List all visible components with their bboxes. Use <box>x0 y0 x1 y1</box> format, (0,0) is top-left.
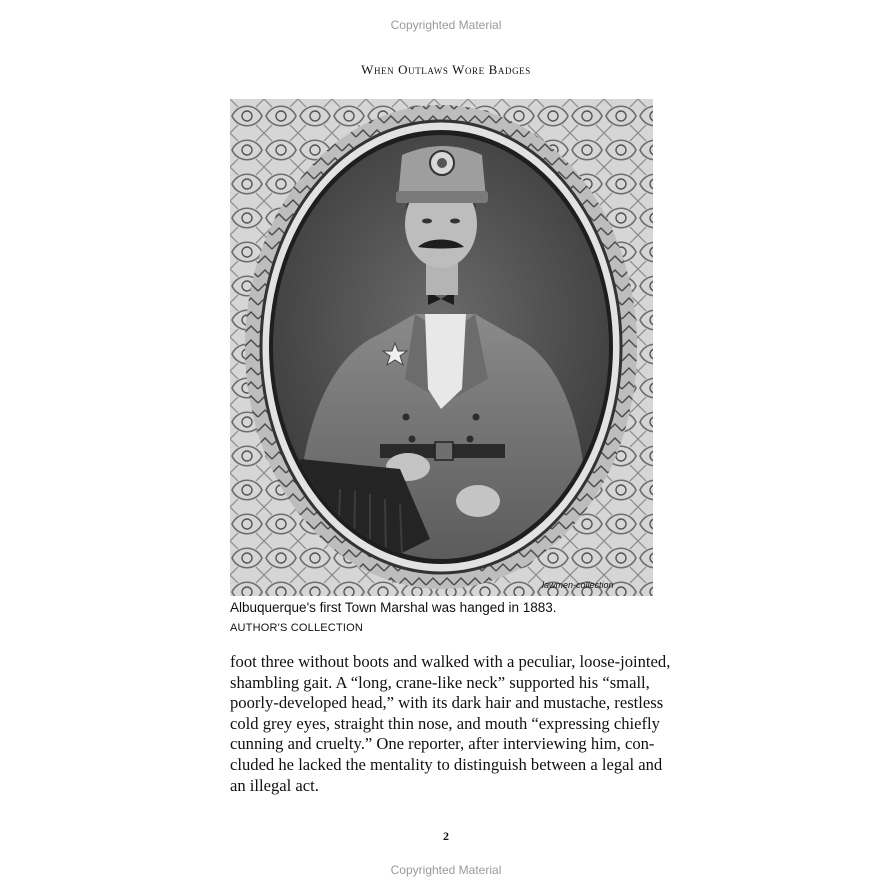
figure-credit: AUTHOR'S COLLECTION <box>230 622 364 634</box>
body-line: foot three without boots and walked with a peculiar, loose-jointed, <box>230 652 671 671</box>
page-number: 2 <box>443 829 449 843</box>
body-line: cunning and cruelty.” One reporter, after interviewing him, con- <box>230 734 655 754</box>
photo-stamp: lawmen-collection <box>542 580 614 590</box>
running-head: When Outlaws Wore Badges <box>361 62 531 77</box>
body-line: an illegal act. <box>230 775 319 795</box>
body-line: poorly-developed head,” with its dark hair and mustache, restless <box>230 693 664 713</box>
figure-photo <box>230 99 653 596</box>
body-line: shambling gait. A “long, crane-like neck” supported his “small, <box>230 672 650 692</box>
body-line: cold grey eyes, straight thin nose, and mouth “expressing chiefly <box>230 713 660 733</box>
framed-portrait-image <box>230 99 653 596</box>
copyright-watermark-bottom: Copyrighted Material <box>390 863 502 877</box>
body-paragraph <box>230 652 671 796</box>
copyright-watermark-top: Copyrighted Material <box>390 18 502 32</box>
figure-caption: Albuquerque's first Town Marshal was hanged in 1883. <box>230 600 557 615</box>
body-line: cluded he lacked the mentality to distinguish between a legal and <box>230 754 663 774</box>
